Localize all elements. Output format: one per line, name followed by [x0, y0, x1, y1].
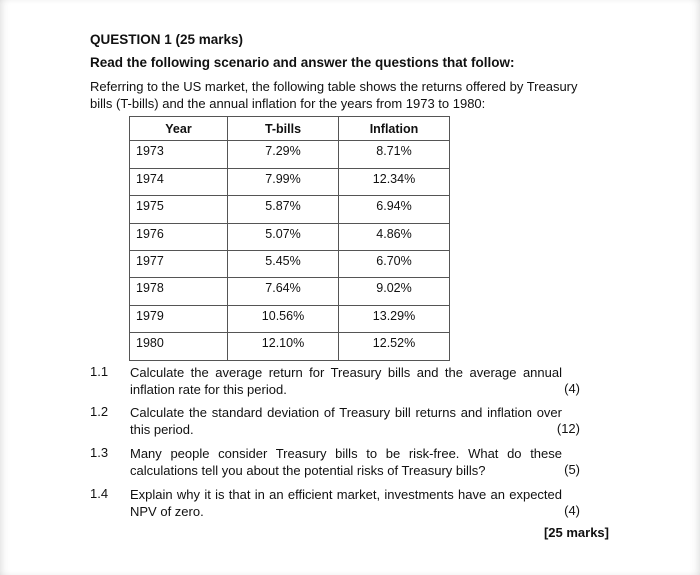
total-marks: [25 marks]: [543, 525, 609, 540]
table-row: [130, 250, 450, 277]
cell-year: 1973: [130, 141, 228, 168]
question-title: QUESTION 1 (25 marks): [90, 32, 244, 47]
cell-tbills: 5.45%: [228, 250, 339, 277]
cell-year: 1975: [130, 196, 228, 223]
question-instructions: Read the following scenario and answer the questions that follow:: [90, 55, 515, 70]
table-row: [130, 223, 450, 250]
question-marks: (12): [556, 421, 580, 436]
cell-inflation: 9.02%: [339, 278, 450, 305]
cell-inflation: 12.34%: [339, 168, 450, 195]
question-text: Calculate the average return for Treasury bills and the average annual inflation rate for this period.: [130, 365, 562, 397]
question-marks: (4): [564, 503, 580, 518]
question-text: Calculate the standard deviation of Treasury bill returns and inflation over this period.: [130, 405, 562, 437]
question-text: Explain why it is that in an efficient market, investments have an expected NPV of zero.: [130, 487, 562, 519]
cell-year: 1980: [130, 333, 228, 360]
table-row: [130, 333, 450, 360]
cell-tbills: 12.10%: [228, 333, 339, 360]
cell-inflation: 4.86%: [339, 223, 450, 250]
table-header-row: [130, 117, 450, 141]
cell-inflation: 8.71%: [339, 141, 450, 168]
cell-inflation: 6.94%: [339, 196, 450, 223]
scenario-text: Referring to the US market, the following table shows the returns offered by Treasury bills (T-bills) and the annual inflation for the years from 1973 to 1980:: [90, 79, 578, 111]
cell-tbills: 7.29%: [228, 141, 339, 168]
cell-tbills: 10.56%: [228, 305, 339, 332]
question-number: 1.3: [90, 445, 109, 460]
cell-inflation: 13.29%: [339, 305, 450, 332]
returns-table: [129, 116, 450, 361]
cell-tbills: 5.87%: [228, 196, 339, 223]
header-tbills: T-bills: [228, 117, 339, 141]
header-inflation: Inflation: [339, 117, 450, 141]
table-row: [130, 196, 450, 223]
cell-year: 1976: [130, 223, 228, 250]
question-number: 1.2: [90, 404, 109, 419]
cell-year: 1978: [130, 278, 228, 305]
table-row: [130, 305, 450, 332]
table-row: [130, 278, 450, 305]
cell-tbills: 7.99%: [228, 168, 339, 195]
question-marks: (4): [564, 381, 580, 396]
cell-inflation: 12.52%: [339, 333, 450, 360]
header-year: Year: [130, 117, 228, 141]
question-text: Many people consider Treasury bills to be risk-free. What do these calculations tell you about the potential risks of Treasury bills?: [130, 446, 562, 478]
question-number: 1.1: [90, 364, 109, 379]
cell-tbills: 7.64%: [228, 278, 339, 305]
table-row: [130, 168, 450, 195]
cell-inflation: 6.70%: [339, 250, 450, 277]
question-marks: (5): [564, 462, 580, 477]
cell-year: 1974: [130, 168, 228, 195]
cell-tbills: 5.07%: [228, 223, 339, 250]
cell-year: 1979: [130, 305, 228, 332]
question-number: 1.4: [90, 486, 109, 501]
table-row: [130, 141, 450, 168]
cell-year: 1977: [130, 250, 228, 277]
